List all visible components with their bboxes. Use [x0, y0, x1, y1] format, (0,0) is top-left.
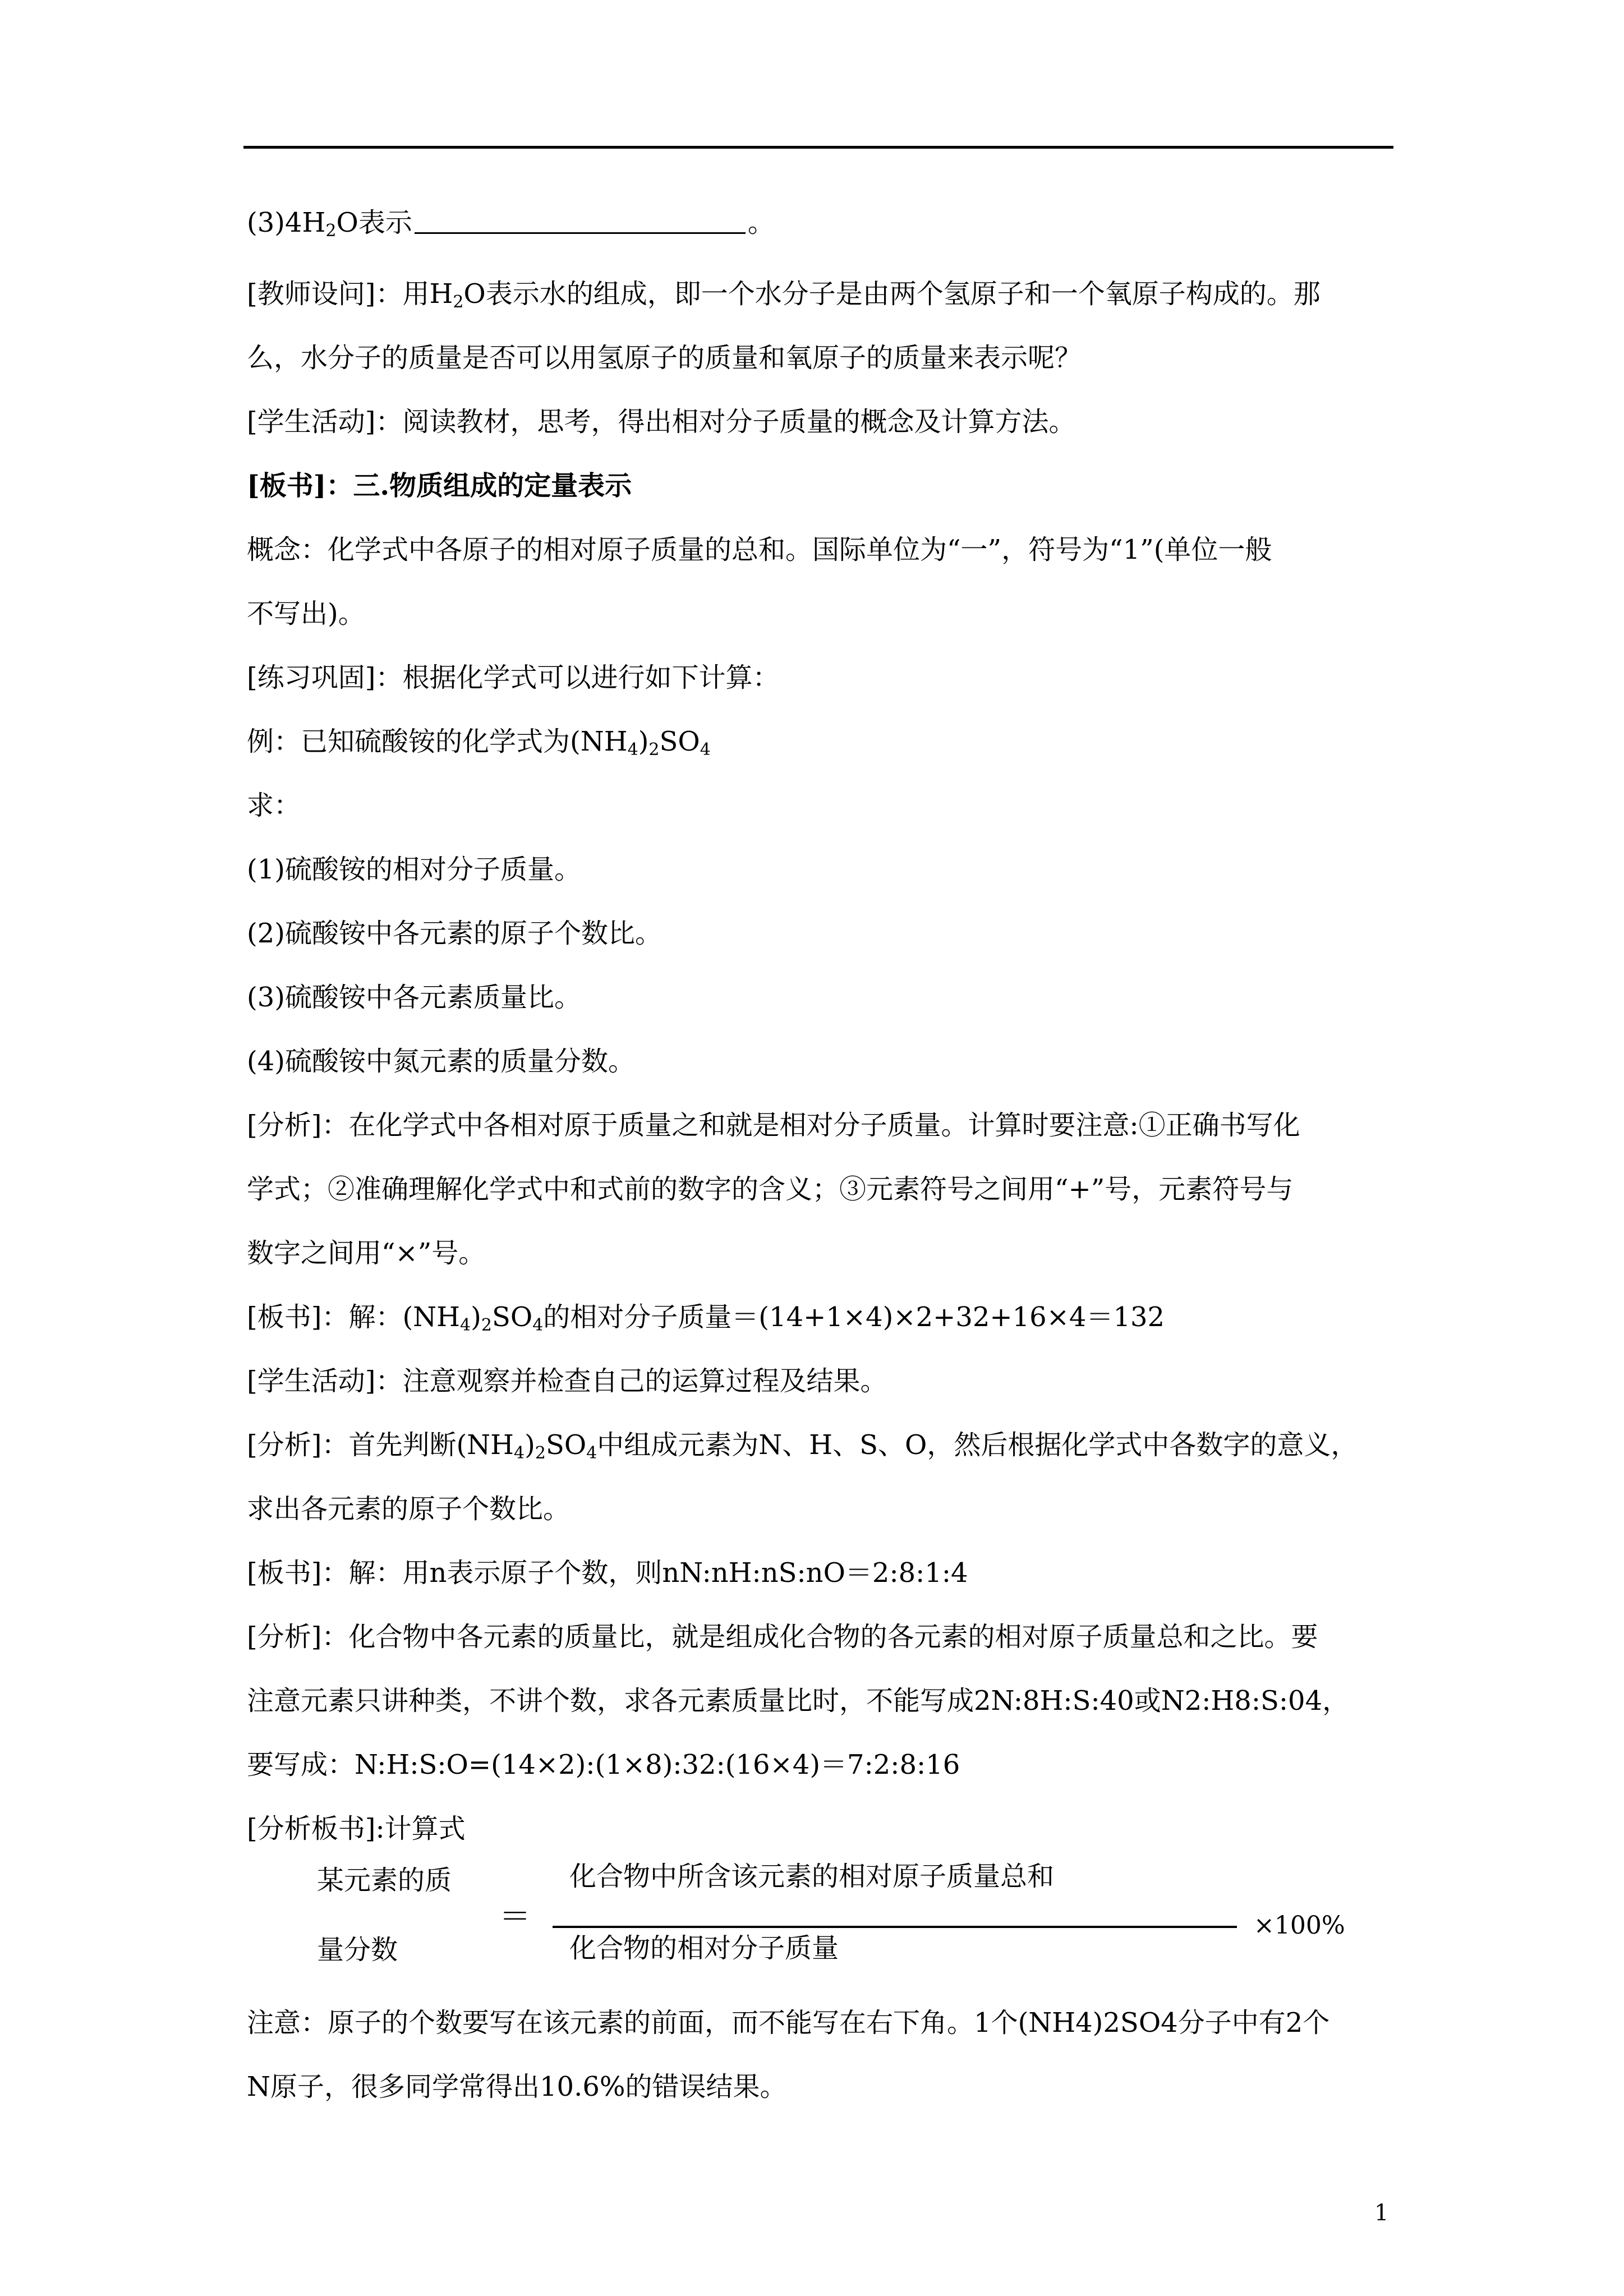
line-analysis-2-cont: 求出各元素的原子个数比。: [247, 1493, 571, 1525]
line-analysis-3-cont: 注意元素只讲种类，不讲个数，求各元素质量比时，不能写成2N:8H:S:40或N2:H8:S:04，: [247, 1685, 1350, 1717]
line-item-4: (4)硫酸铵中氮元素的质量分数。: [247, 1046, 635, 1077]
line-note-cont: N原子，很多同学常得出10.6%的错误结果。: [247, 2071, 787, 2102]
header-rule: [243, 146, 1393, 149]
formula-numerator: 化合物中所含该元素的相对原子质量总和: [569, 1861, 1055, 1892]
line-teacher-question: [教师设问]：用$H_2O$表示水的组成，即一个水分子是由两个氢原子和一个氧原子构成的。那: [247, 278, 1321, 312]
line-analysis-3: [分析]：化合物中各元素的质量比，就是组成化合物的各元素的相对原子质量总和之比。要: [247, 1621, 1318, 1653]
line-find: 求：: [247, 790, 301, 821]
line-board-heading: [板书]：三.物质组成的定量表示: [247, 470, 632, 501]
line-analysis-1-cont: 学式；②准确理解化学式中和式前的数字的含义；③元素符号之间用“+”号，元素符号与: [247, 1174, 1294, 1205]
line-item-2: (2)硫酸铵中各元素的原子个数比。: [247, 918, 662, 949]
line-example: 例：已知硫酸铵的化学式为$(NH_4)_2SO_4$: [247, 726, 711, 760]
line-analysis-3-end: 要写成：N:H:S:O=(14×2):(1×8):32:(16×4)＝7:2:8:16: [247, 1749, 960, 1780]
line-analysis-1: [分析]：在化学式中各相对原于质量之和就是相对分子质量。计算时要注意:①正确书写化: [247, 1110, 1300, 1141]
line-student-activity-1: [学生活动]：阅读教材，思考，得出相对分子质量的概念及计算方法。: [247, 406, 1076, 438]
formula-left-line2: 量分数: [317, 1934, 398, 1966]
formula-left-line1: 某元素的质: [317, 1865, 452, 1896]
formula-fraction-bar: [553, 1926, 1237, 1928]
line-note: 注意：原子的个数要写在该元素的前面，而不能写在右下角。1个(NH4)2SO4分子中有2个: [247, 2007, 1330, 2039]
line-board-solution-1: [板书]：解：$(NH_4)_2SO_4$的相对分子质量＝(14+1×4)×2+32+16×4＝132: [247, 1301, 1165, 1335]
line-question-3: $(3)4H_2O$表示 。: [247, 207, 775, 241]
line-teacher-question-cont: 么，水分子的质量是否可以用氢原子的质量和氧原子的质量来表示呢？: [247, 342, 1082, 374]
line-student-activity-2: [学生活动]：注意观察并检查自己的运算过程及结果。: [247, 1365, 887, 1397]
line-formula-heading: [分析板书]:计算式: [247, 1813, 466, 1844]
formula-equals: ＝: [499, 1899, 531, 1935]
answer-blank: [415, 208, 746, 234]
line-item-3: (3)硫酸铵中各元素质量比。: [247, 982, 581, 1013]
formula-multiplier: ×100%: [1254, 1911, 1345, 1940]
line-item-1: (1)硫酸铵的相对分子质量。: [247, 854, 581, 885]
line-practice: [练习巩固]：根据化学式可以进行如下计算：: [247, 662, 780, 693]
line-board-solution-2: [板书]：解：用n表示原子个数，则nN:nH:nS:nO＝2:8:1:4: [247, 1557, 968, 1589]
line-concept-cont: 不写出)。: [247, 598, 365, 629]
line-analysis-2: [分析]：首先判断$(NH_4)_2SO_4$中组成元素为N、H、S、O，然后根据化学式中各数字的意义，: [247, 1429, 1358, 1463]
line-concept: 概念：化学式中各原子的相对原子质量的总和。国际单位为“一”，符号为“1”(单位一般: [247, 534, 1272, 565]
formula-denominator: 化合物的相对分子质量: [569, 1932, 839, 1964]
line-analysis-1-end: 数字之间用“×”号。: [247, 1237, 486, 1269]
page-number: 1: [1374, 2200, 1389, 2226]
